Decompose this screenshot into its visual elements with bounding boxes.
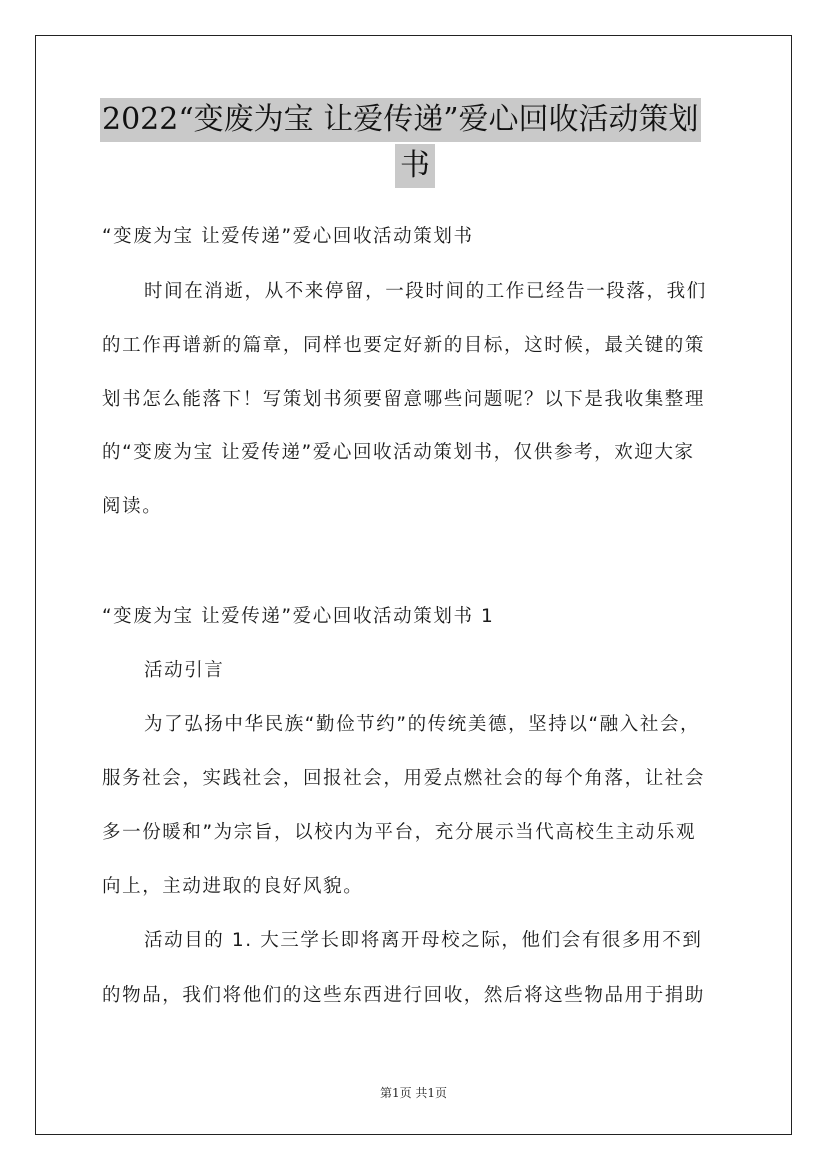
section-heading: “变废为宝 让爱传递”爱心回收活动策划书 1 — [102, 606, 495, 627]
subtitle-line: “变废为宝 让爱传递”爱心回收活动策划书 — [102, 226, 474, 247]
paragraph-line: 为了弘扬中华民族“勤俭节约”的传统美德，坚持以“融入社会， — [144, 714, 701, 735]
paragraph-line: 的工作再谱新的篇章，同样也要定好新的目标，这时候，最关键的策 — [102, 335, 706, 356]
paragraph-line: 的物品，我们将他们的这些东西进行回收，然后将这些物品用于捐助 — [102, 985, 706, 1006]
paragraph-line: 向上，主动进取的良好风貌。 — [102, 876, 364, 897]
page-border — [35, 35, 792, 1135]
paragraph-line: 服务社会，实践社会，回报社会，用爱点燃社会的每个角落，让社会 — [102, 768, 706, 789]
paragraph-line: 的“变废为宝 让爱传递”爱心回收活动策划书，仅供参考，欢迎大家 — [102, 442, 695, 463]
title-line-1: 2022“变废为宝 让爱传递”爱心回收活动策划 — [100, 98, 701, 142]
paragraph-line: 时间在消逝，从不来停留，一段时间的工作已经告一段落，我们 — [144, 281, 707, 302]
title-line-2: 书 — [395, 144, 435, 188]
paragraph-line: 多一份暖和”为宗旨，以校内为平台，充分展示当代高校生主动乐观 — [102, 822, 697, 843]
paragraph-line: 划书怎么能落下！写策划书须要留意哪些问题呢？以下是我收集整理 — [102, 389, 706, 410]
section-subheading: 活动引言 — [144, 660, 225, 681]
paragraph-line: 活动目的 1. 大三学长即将离开母校之际，他们会有很多用不到 — [144, 930, 703, 951]
page-footer: 第1页 共1页 — [379, 1086, 448, 1100]
document-title — [100, 98, 730, 188]
paragraph-line: 阅读。 — [102, 496, 163, 517]
